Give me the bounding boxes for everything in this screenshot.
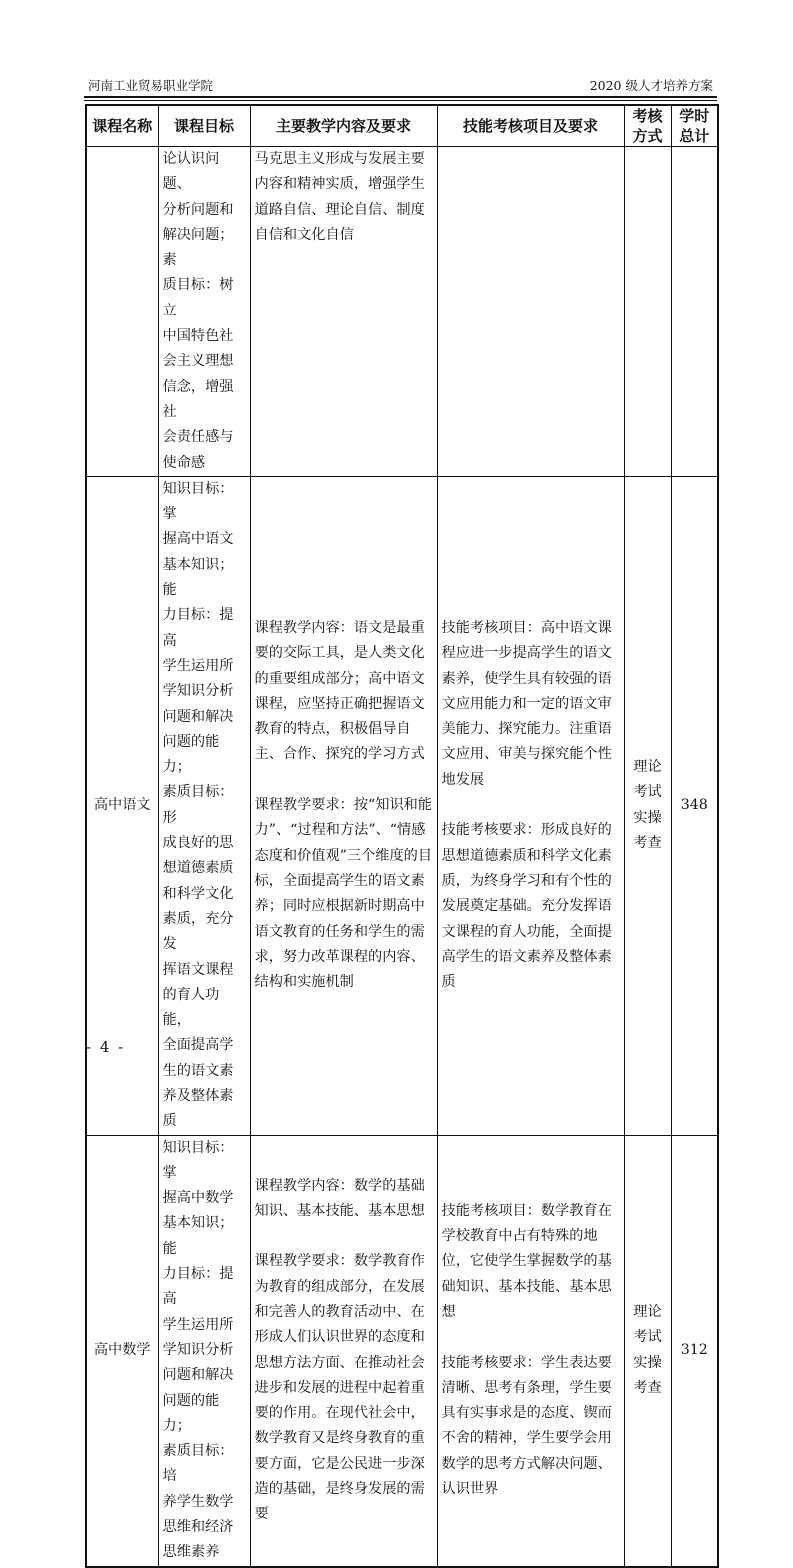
- cell-assessment: [624, 147, 671, 477]
- cell-hours: [671, 147, 718, 477]
- col-header-assessment: 考核 方式: [624, 105, 671, 147]
- cell-skills: [437, 147, 624, 477]
- header-school: 河南工业贸易职业学院: [88, 78, 214, 93]
- col-header-content: 主要教学内容及要求: [250, 105, 437, 147]
- cell-hours: 348: [671, 476, 718, 1135]
- table-row: [86, 476, 718, 1135]
- cell-course-name: [86, 147, 158, 477]
- cell-hours: 312: [671, 1135, 718, 1567]
- page-number: - 4 -: [86, 1038, 126, 1056]
- col-header-course-name: 课程名称: [86, 105, 158, 147]
- table-row: [86, 1135, 718, 1567]
- table-row: [86, 147, 718, 477]
- cell-course-goal: 知识目标：掌 握高中语文 基本知识；能 力目标：提高 学生运用所 学知识分析 问题和解决 问题的能力； 素质目标：形 成良好的思 想道德素质 和科学文化 素质，充分发 挥语文课程 的育人功能， 全面提高学 生的语文素 养及整体素 质: [158, 476, 250, 1135]
- cell-course-goal: 论认识问题、 分析问题和 解决问题；素 质目标：树立 中国特色社 会主义理想 信念，增强社 会责任感与 使命感: [158, 147, 250, 477]
- cell-skills: 技能考核项目：高中语文课程应进一步提高学生的语文素养，使学生具有较强的语文应用能力和一定的语文审美能力、探究能力。注重语文应用、审美与探究能个性地发展 技能考核要求：形成良好的思想道德素质和科学文化素质，为终身学习和有个性的发展奠定基础。充分发挥语文课程的育人功能，全面提高学生的语文素养及整体素质: [437, 476, 624, 1135]
- cell-assessment: 理论 考试 实操 考查: [624, 1135, 671, 1567]
- col-header-hours: 学时 总计: [671, 105, 718, 147]
- cell-content: 课程教学内容：数学的基础知识、基本技能、基本思想 课程教学要求：数学教育作为教育的组成部分，在发展和完善人的教育活动中、在形成人们认识世界的态度和思想方法方面、在推动社会进步和发展的进程中起着重要的作用。在现代社会中，数学教育又是终身教育的重要方面，它是公民进一步深造的基础，是终身发展的需要: [250, 1135, 437, 1567]
- header-doc-title: 2020 级人才培养方案: [589, 78, 713, 93]
- cell-skills: 技能考核项目：数学教育在学校教育中占有特殊的地位，它使学生掌握数学的基础知识、基本技能、基本思想 技能考核要求：学生表达要清晰、思考有条理，学生要具有实事求是的态度、锲而不舍的精神，学生要学会用数学的思考方式解决问题、认识世界: [437, 1135, 624, 1567]
- table-header-row: [86, 105, 718, 147]
- course-table: [85, 104, 719, 1568]
- col-header-skills: 技能考核项目及要求: [437, 105, 624, 147]
- cell-content: 马克思主义形成与发展主要内容和精神实质，增强学生道路自信、理论自信、制度自信和文化自信: [250, 147, 437, 477]
- col-header-course-goal: 课程目标: [158, 105, 250, 147]
- cell-course-name: 高中语文: [86, 476, 158, 1135]
- header-rule: [84, 96, 717, 101]
- cell-course-name: 高中数学: [86, 1135, 158, 1567]
- cell-assessment: 理论 考试 实操 考查: [624, 476, 671, 1135]
- cell-content: 课程教学内容：语文是最重要的交际工具，是人类文化的重要组成部分；高中语文课程，应坚持正确把握语文教育的特点，积极倡导自主、合作、探究的学习方式 课程教学要求：按“知识和能力”、“过程和方法”、“情感态度和价值观”三个维度的目标，全面提高学生的语文素养；同时应根据新时期高中语文教育的任务和学生的需求，努力改革课程的内容、结构和实施机制: [250, 476, 437, 1135]
- cell-course-goal: 知识目标：掌 握高中数学 基本知识；能 力目标：提高 学生运用所 学知识分析 问题和解决 问题的能力； 素质目标：培 养学生数学 思维和经济 思维素养: [158, 1135, 250, 1567]
